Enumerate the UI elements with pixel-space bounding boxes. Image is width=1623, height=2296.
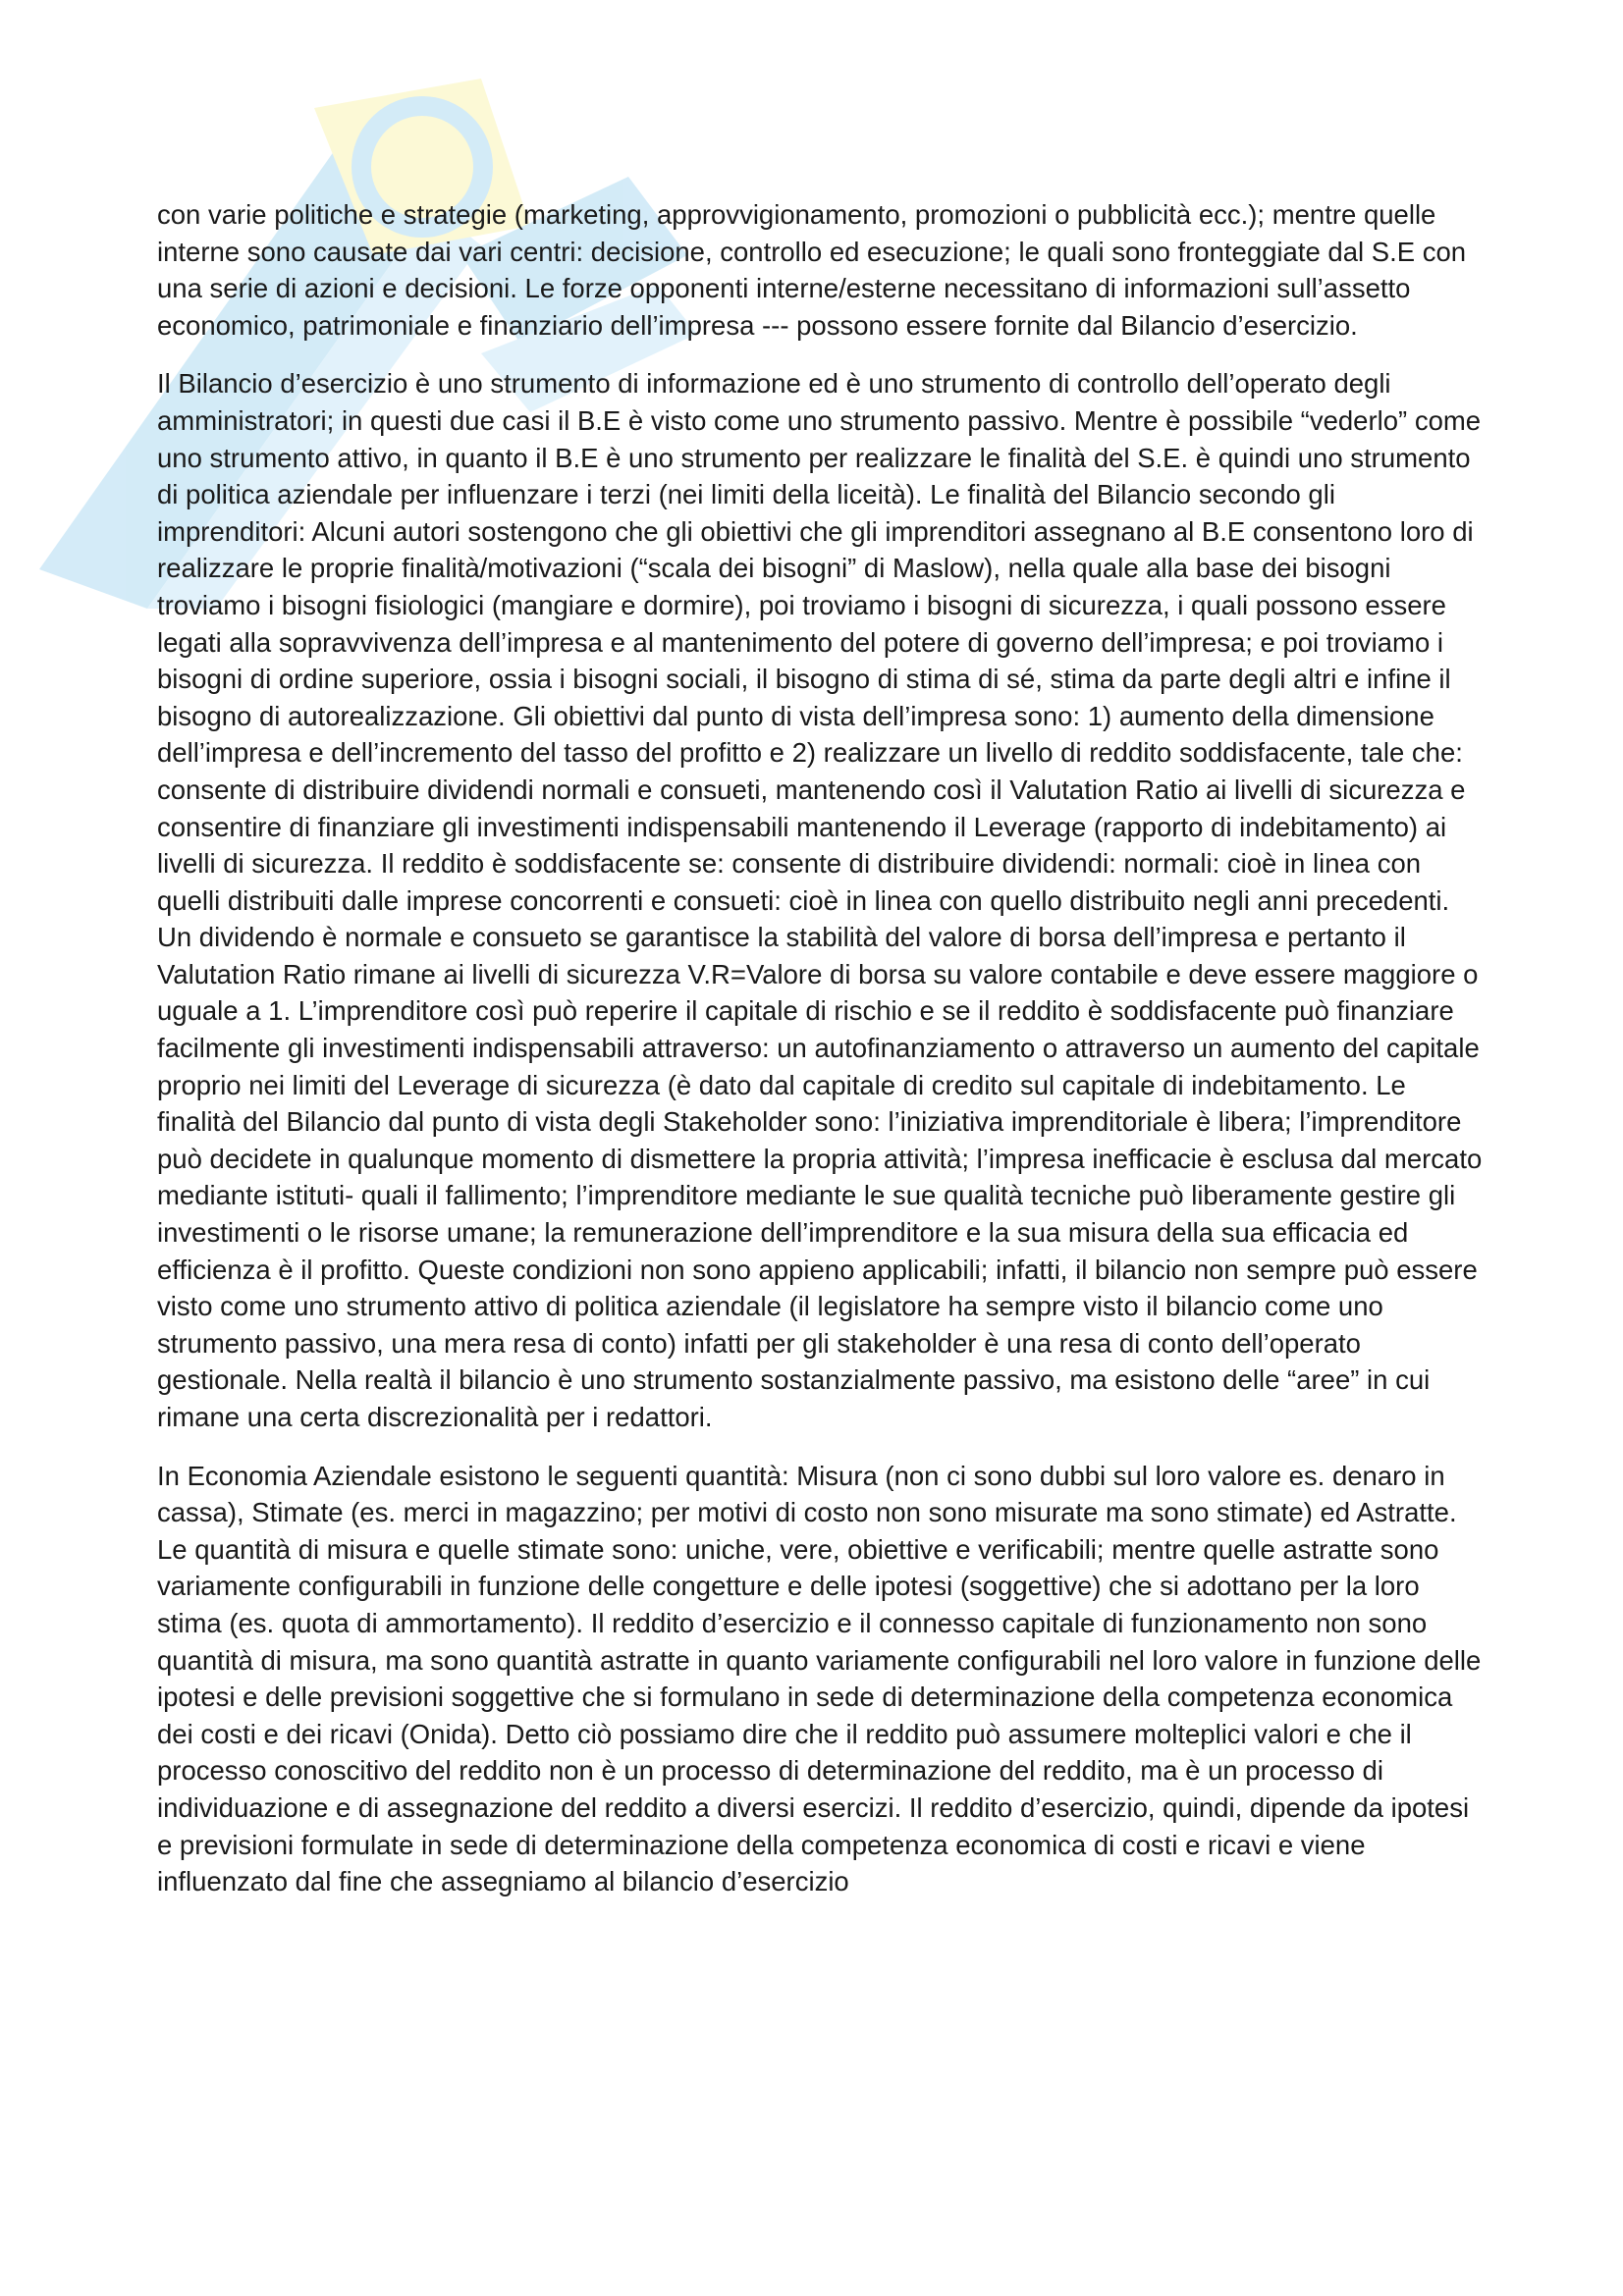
document-body [157,196,1483,1922]
paragraph-2: Il Bilancio d’esercizio è uno strumento di informazione ed è uno strumento di controllo dell’operato degli amministratori; in questi due casi il B.E è visto come uno strumento passivo. Mentre è possibile “vederlo” come uno strumento attivo, in quanto il B.E è uno strumento per realizzare le finalità del S.E. è quindi uno strumento di politica aziendale per influenzare i terzi (nei limiti della liceità). Le finalità del Bilancio secondo gli imprenditori: Alcuni autori sostengono che gli obiettivi che gli imprenditori assegnano al B.E consentono loro di realizzare le proprie finalità/motivazioni (“scala dei bisogni” di Maslow), nella quale alla base dei bisogni troviamo i bisogni fisiologici (mangiare e dormire), poi troviamo i bisogni di sicurezza, i quali possono essere legati alla sopravvivenza dell’impresa e al mantenimento del potere di governo dell’impresa; e poi troviamo i bisogni di ordine superiore, ossia i bisogni sociali, il bisogno di stima di sé, stima da parte degli altri e infine il bisogno di autorealizzazione. Gli obiettivi dal punto di vista dell’impresa sono: 1) aumento della dimensione dell’impresa e dell’incremento del tasso del profitto e 2) realizzare un livello di reddito soddisfacente, tale che: consente di distribuire dividendi normali e consueti, mantenendo così il Valutation Ratio ai livelli di sicurezza e consentire di finanziare gli investimenti indispensabili mantenendo il Leverage (rapporto di indebitamento) ai livelli di sicurezza. Il reddito è soddisfacente se: consente di distribuire dividendi: normali: cioè in linea con quelli distribuiti dalle imprese concorrenti e consueti: cioè in linea con quello distribuito negli anni precedenti. Un dividendo è normale e consueto se garantisce la stabilità del valore di borsa dell’impresa e pertanto il Valutation Ratio rimane ai livelli di sicurezza V.R=Valore di borsa su valore contabile e deve essere maggiore o uguale a 1. L’imprenditore così può reperire il capitale di rischio e se il reddito è soddisfacente può finanziare facilmente gli investimenti indispensabili attraverso: un autofinanziamento o attraverso un aumento del capitale proprio nei limiti del Leverage di sicurezza (è dato dal capitale di credito sul capitale di indebitamento. Le finalità del Bilancio dal punto di vista degli Stakeholder sono: l’iniziativa imprenditoriale è libera; l’imprenditore può decidete in qualunque momento di dismettere la propria attività; l’impresa inefficacie è esclusa dal mercato mediante istituti- quali il fallimento; l’imprenditore mediante le sue qualità tecniche può liberamente gestire gli investimenti o le risorse umane; la remunerazione dell’imprenditore e la sua misura della sua efficacia ed efficienza è il profitto. Queste condizioni non sono appieno applicabili; infatti, il bilancio non sempre può essere visto come uno strumento attivo di politica aziendale (il legislatore ha sempre visto il bilancio come uno strumento passivo, una mera resa di conto) infatti per gli stakeholder è una resa di conto dell’operato gestionale. Nella realtà il bilancio è uno strumento sostanzialmente passivo, ma esistono delle “aree” in cui rimane una certa discrezionalità per i redattori. [157,368,1483,1432]
paragraph-1: con varie politiche e strategie (marketing, approvvigionamento, promozioni o pubblicità ecc.); mentre quelle interne sono causate dai vari centri: decisione, controllo ed esecuzione; le quali sono fronteggiate dal S.E con una serie di azioni e decisioni. Le forze opponenti interne/esterne necessitano di informazioni sull’assetto economico, patrimoniale e finanziario dell’impresa --- possono essere fornite dal Bilancio d’esercizio. [157,199,1467,341]
paragraph-3: In Economia Aziendale esistono le seguenti quantità: Misura (non ci sono dubbi sul loro valore es. denaro in cassa), Stimate (es. merci in magazzino; per motivi di costo non sono misurate ma sono stimate) ed Astratte. Le quantità di misura e quelle stimate sono: uniche, vere, obiettive e verificabili; mentre quelle astratte sono variamente configurabili in funzione delle congetture e delle ipotesi (soggettive) che si adottano per la loro stima (es. quota di ammortamento). Il reddito d’esercizio e il connesso capitale di funzionamento non sono quantità di misura, ma sono quantità astratte in quanto variamente configurabili nel loro valore in funzione delle ipotesi e delle previsioni soggettive che si formulano in sede di determinazione della competenza economica dei costi e dei ricavi (Onida). Detto ciò possiamo dire che il reddito può assumere molteplici valori e che il processo conoscitivo del reddito non è un processo di determinazione del reddito, ma è un processo di individuazione e di assegnazione del reddito a diversi esercizi. Il reddito d’esercizio, quindi, dipende da ipotesi e previsioni formulate in sede di determinazione della competenza economica di costi e ricavi e viene influenzato dal fine che assegniamo al bilancio d’esercizio [157,1460,1482,1897]
